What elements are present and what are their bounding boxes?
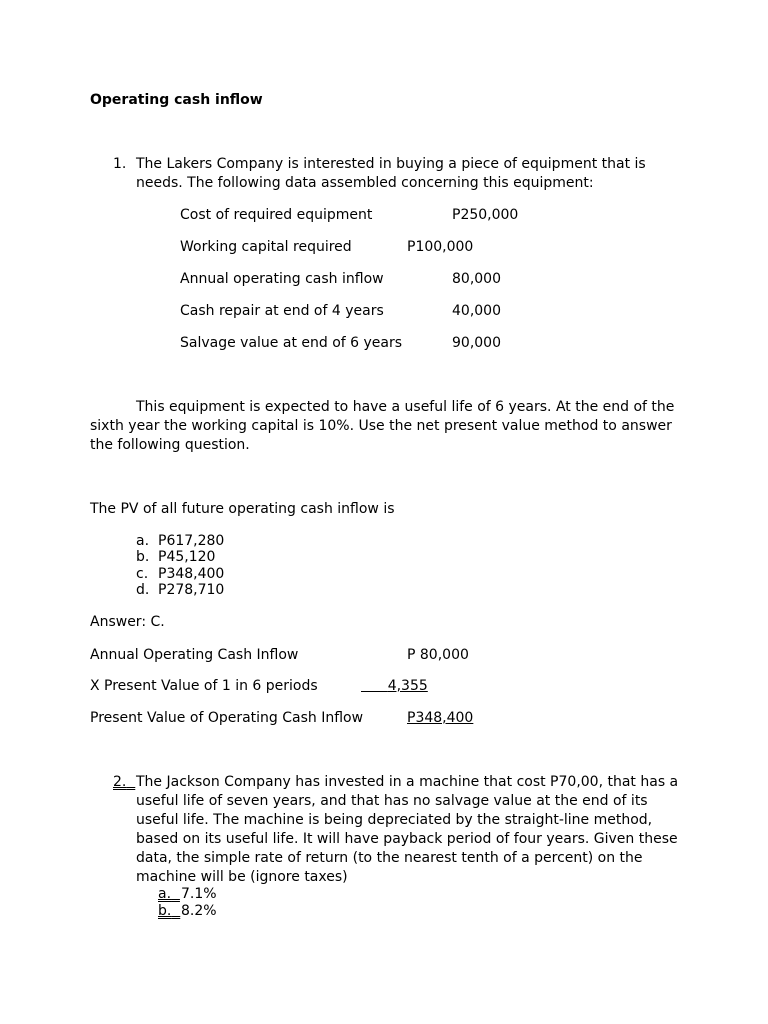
- choice-text: 7.1%: [181, 886, 217, 902]
- calc-value: P 80,000: [407, 647, 469, 663]
- data-row-label: Annual operating cash inflow: [180, 271, 384, 287]
- choice-text: P348,400: [158, 566, 225, 582]
- calc-value-text: 4,355: [387, 678, 428, 694]
- choice-letter: b.: [136, 549, 150, 565]
- q2-text-line: based on its useful life. It will have payback period of four years. Given these: [136, 831, 678, 847]
- data-row-label: Cash repair at end of 4 years: [180, 303, 384, 319]
- question-text: The PV of all future operating cash inflow is: [90, 501, 395, 517]
- choice-letter: [158, 903, 180, 920]
- q2-number: [113, 774, 135, 791]
- calc-value: [361, 678, 428, 695]
- calc-label: X Present Value of 1 in 6 periods: [90, 678, 318, 694]
- answer-line: Answer: C.: [90, 614, 165, 630]
- q2-text-line: useful life. The machine is being depreciated by the straight-line method,: [136, 812, 653, 828]
- data-row-value: 90,000: [452, 335, 501, 351]
- choice-text: P278,710: [158, 582, 225, 598]
- choice-letter: d.: [136, 582, 150, 598]
- paragraph-line1: This equipment is expected to have a useful life of 6 years. At the end of the: [136, 399, 675, 415]
- calc-total-value: P348,400: [407, 710, 474, 726]
- data-row-value: 40,000: [452, 303, 501, 319]
- choice-letter: a.: [136, 533, 150, 549]
- q1-text-line2: needs. The following data assembled concerning this equipment:: [136, 175, 594, 191]
- calc-label: Present Value of Operating Cash Inflow: [90, 710, 364, 726]
- page-title: Operating cash inflow: [90, 92, 263, 108]
- choice-letter-text: b.: [158, 903, 172, 919]
- q2-text-line: useful life of seven years, and that has no salvage value at the end of its: [136, 793, 648, 809]
- q2-text-line: machine will be (ignore taxes): [136, 869, 348, 885]
- choice-letter: c.: [136, 566, 149, 582]
- data-row-value: 80,000: [452, 271, 501, 287]
- choice-text: P617,280: [158, 533, 225, 549]
- choice-text: P45,120: [158, 549, 216, 565]
- q2-text-line: data, the simple rate of return (to the nearest tenth of a percent) on the: [136, 850, 643, 866]
- paragraph-line3: the following question.: [90, 437, 250, 453]
- choice-letter-text: a.: [158, 886, 172, 902]
- q2-text-line: The Jackson Company has invested in a machine that cost P70,00, that has a: [136, 774, 679, 790]
- data-row-label: Salvage value at end of 6 years: [180, 335, 403, 351]
- choice-letter: [158, 886, 180, 903]
- q2-number-text: 2.: [113, 774, 127, 790]
- data-row-label: Cost of required equipment: [180, 207, 373, 223]
- paragraph-line2: sixth year the working capital is 10%. Use the net present value method to answer: [90, 418, 672, 434]
- calc-label: Annual Operating Cash Inflow: [90, 647, 299, 663]
- data-row-label: Working capital required: [180, 239, 352, 255]
- q1-number: 1.: [113, 156, 127, 172]
- choice-text: 8.2%: [181, 903, 217, 919]
- data-row-value: P250,000: [452, 207, 519, 223]
- q1-text-line1: The Lakers Company is interested in buying a piece of equipment that is: [136, 156, 646, 172]
- data-row-value: P100,000: [407, 239, 474, 255]
